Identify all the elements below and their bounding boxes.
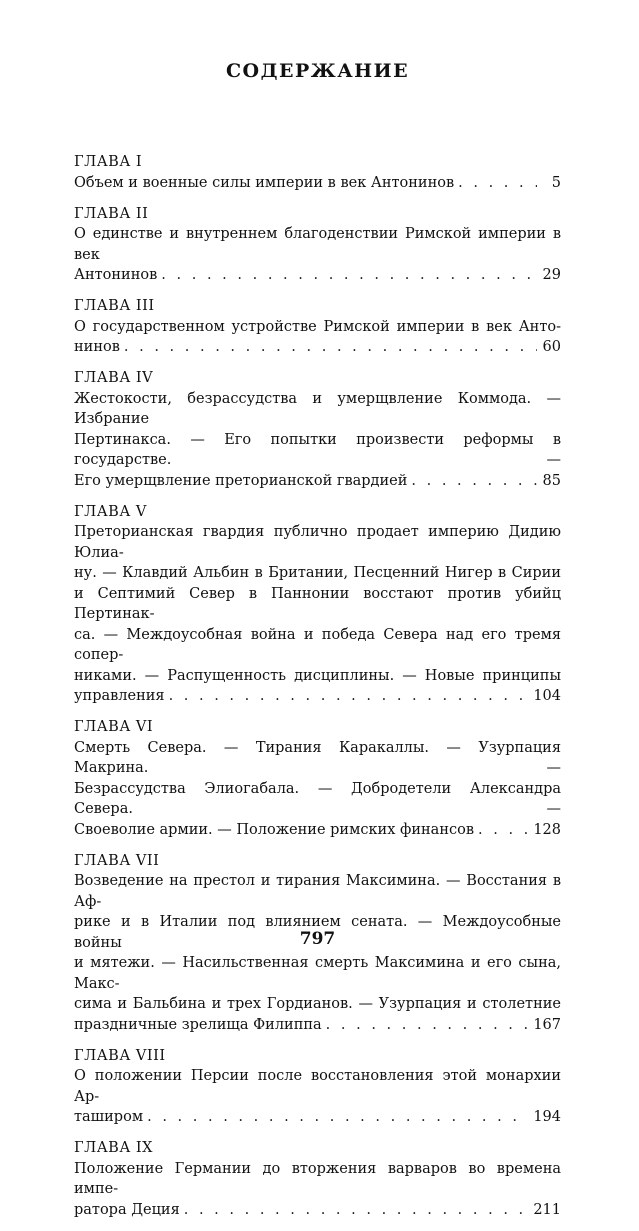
dot-leader (478, 820, 529, 841)
chapter-summary-line: Жестокости, безрассудства и умерщвление Коммода. — Избрание (74, 390, 561, 427)
chapter-summary-line: Безрассудства Элиогабала. — Добродетели Александра Севера. — (74, 780, 561, 817)
dot-leader (169, 686, 530, 707)
dot-leader (161, 265, 537, 286)
chapter-page-number: 128 (533, 821, 561, 838)
toc-entry-line (74, 1015, 561, 1036)
chapter-label: ГЛАВА VII (74, 852, 160, 869)
chapter-summary-line: и Септимий Север в Паннонии восстают против убийц Пертинак- (74, 585, 561, 622)
toc-entry-line (74, 471, 561, 492)
toc-entry-line (74, 1200, 561, 1221)
chapter-summary-line: и мятежи. — Насильственная смерть Максимина и его сына, Макс- (74, 955, 561, 992)
dot-leader (458, 173, 537, 194)
chapter-summary-last-line: Его умерщвление преторианской гвардией (74, 472, 408, 489)
chapter-summary-line: рике и в Италии под влиянием сената. — Междоусобные войны (74, 914, 561, 951)
chapter-page-number: 5 (551, 174, 561, 191)
dot-leader (124, 337, 537, 358)
chapter-summary-line: никами. — Распущенность дисциплины. — Новые принципы (74, 667, 561, 684)
page-number: 797 (299, 929, 336, 949)
table-of-contents (74, 152, 561, 1231)
chapter-label: ГЛАВА II (74, 205, 149, 222)
toc-chapter (74, 152, 561, 193)
toc-chapter (74, 1138, 561, 1220)
chapter-page-number: 60 (542, 339, 561, 355)
chapter-summary-line: Смерть Севера. — Тирания Каракаллы. — Узурпация Макрина. — (74, 739, 561, 776)
toc-chapter (74, 717, 561, 840)
chapter-summary-last-line: Объем и военные силы империи в век Антонинов (74, 174, 455, 191)
chapter-summary-line: ну. — Клавдий Альбин в Британии, Песценний Нигер в Сирии (74, 565, 561, 581)
dot-leader (411, 471, 537, 492)
chapter-page-number: 211 (533, 1201, 561, 1218)
chapter-summary-last-line: нинов (74, 339, 120, 355)
toc-entry-line (74, 686, 561, 707)
toc-chapter (74, 1046, 561, 1128)
chapter-label: ГЛАВА IV (74, 370, 154, 386)
chapter-label: ГЛАВА I (74, 154, 143, 170)
chapter-label: ГЛАВА VIII (74, 1047, 166, 1064)
toc-entry-line (74, 265, 561, 286)
chapter-page-number: 29 (542, 267, 561, 283)
toc-chapter (74, 368, 561, 491)
chapter-label: ГЛАВА IX (74, 1140, 153, 1156)
dot-leader (184, 1200, 530, 1221)
chapter-label: ГЛАВА V (74, 503, 147, 520)
toc-entry-line (74, 1107, 561, 1128)
chapter-summary-line: О государственном устройстве Римской империи в век Анто- (74, 318, 561, 335)
toc-chapter (74, 296, 561, 358)
chapter-summary-last-line: ратора Деция (74, 1201, 180, 1218)
chapter-summary-line: О положении Персии после восстановления этой монархии Ар- (74, 1068, 561, 1105)
chapter-summary-line: О единстве и внутреннем благоденствии Римской империи в век (74, 226, 561, 263)
chapter-summary-last-line: управления (74, 688, 165, 704)
chapter-summary-line: Положение Германии до вторжения варваров во времена импе- (74, 1160, 561, 1197)
toc-entry-line (74, 337, 561, 358)
toc-entry-line (74, 820, 561, 841)
chapter-label: ГЛАВА VI (74, 719, 154, 735)
chapter-summary-line: сима и Бальбина и трех Гордианов. — Узурпация и столетние (74, 996, 561, 1012)
toc-chapter (74, 502, 561, 707)
chapter-page-number: 85 (542, 472, 561, 489)
chapter-summary-last-line: Антонинов (74, 267, 158, 283)
dot-leader (326, 1015, 530, 1036)
book-page (74, 0, 561, 1218)
chapter-summary-last-line: Своеволие армии. — Положение римских финансов (74, 821, 475, 838)
chapter-summary-line: Преторианская гвардия публично продает империю Дидию Юлиа- (74, 524, 561, 561)
chapter-page-number: 167 (533, 1016, 561, 1033)
chapter-page-number: 104 (533, 688, 561, 704)
toc-chapter (74, 204, 561, 286)
chapter-summary-line: са. — Междоусобная война и победа Севера над его тремя сопер- (74, 626, 561, 663)
chapter-summary-line: Возведение на престол и тирания Максимина. — Восстания в Аф- (74, 873, 561, 910)
page-title: СОДЕРЖАНИЕ (225, 60, 410, 82)
chapter-page-number: 194 (533, 1109, 561, 1125)
chapter-label: ГЛАВА III (74, 298, 155, 314)
toc-entry-line (74, 173, 561, 194)
chapter-summary-last-line: таширом (74, 1109, 144, 1125)
dot-leader (147, 1107, 529, 1128)
chapter-summary-line: Пертинакса. — Его попытки произвести реформы в государстве. — (74, 431, 561, 468)
chapter-summary-last-line: праздничные зрелища Филиппа (74, 1016, 322, 1033)
